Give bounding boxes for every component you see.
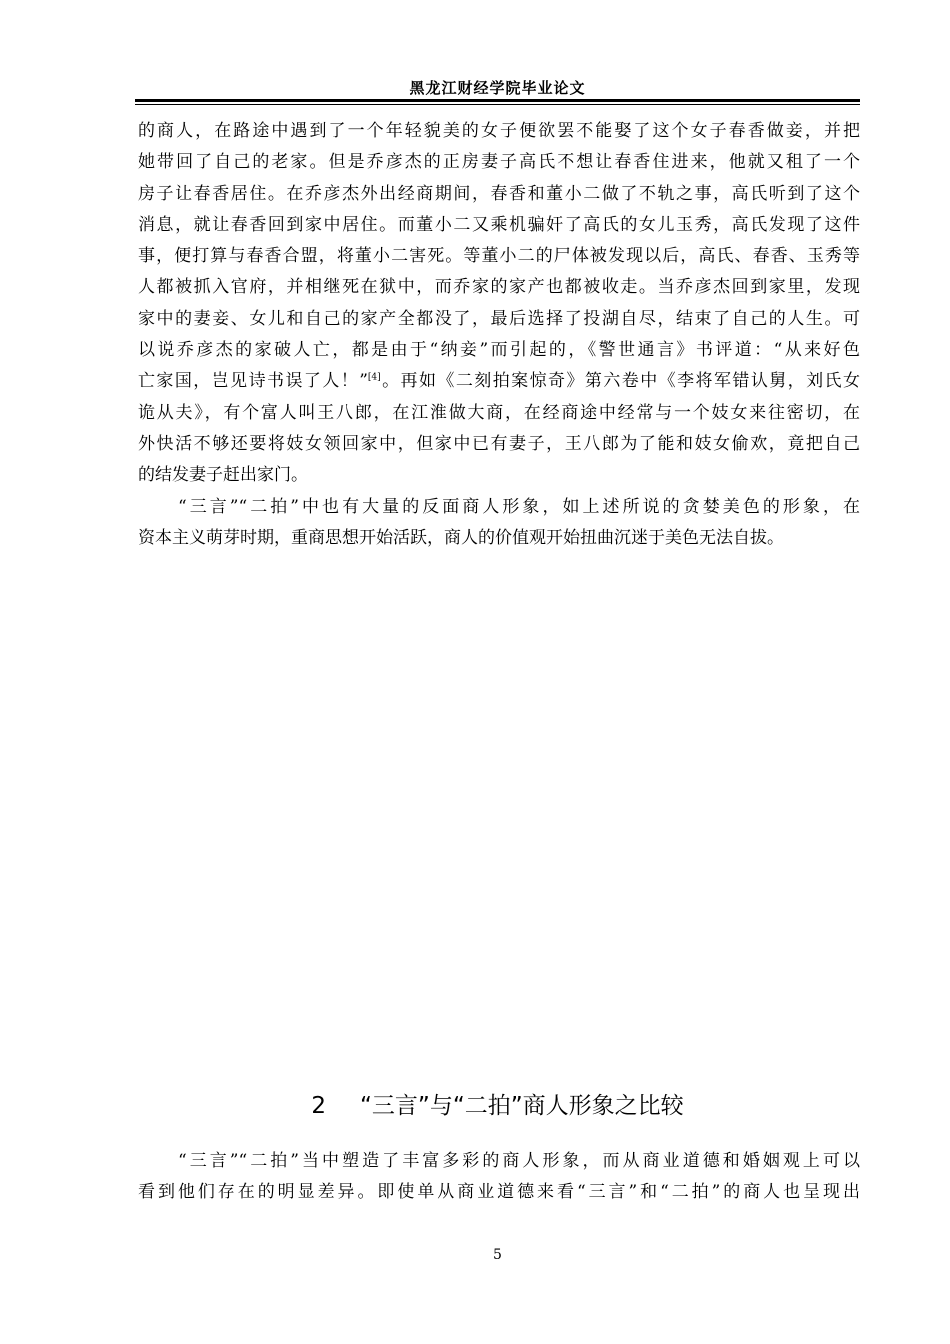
text-line: 她带回了自己的老家。但是乔彦杰的正房妻子高氏不想让春香住进来，他就又租了一个 — [138, 152, 860, 173]
paragraph-first-line: “三言”“二拍”中也有大量的反面商人形象，如上述所说的贪婪美色的形象，在 — [178, 496, 860, 517]
paragraph-first-line: “三言”“二拍”当中塑造了丰富多彩的商人形象，而从商业道德和婚姻观上可以 — [178, 1151, 860, 1171]
text-segment: 。再如《二刻拍案惊奇》第六卷中《李将军错认舅，刘氏女 — [380, 371, 860, 392]
text-line: 人都被抓入官府，并相继死在狱中，而乔家的家产也都被收走。当乔彦杰回到家里，发现 — [138, 277, 860, 298]
section-heading — [135, 1088, 860, 1124]
text-line: 外快活不够还要将妓女领回家中，但家中已有妻子，王八郎为了能和妓女偷欢，竟把自己 — [138, 433, 860, 454]
text-line: 以说乔彦杰的家破人亡，都是由于“纳妾”而引起的，《警世通言》书评道：“从来好色 — [138, 340, 860, 361]
citation-reference: [4] — [367, 372, 381, 383]
text-line: 诡从夫》，有个富人叫王八郎，在江淮做大商，在经商途中经常与一个妓女来往密切，在 — [138, 402, 860, 423]
text-line: 事，便打算与春香合盟，将董小二害死。等董小二的尸体被发现以后，高氏、春香、玉秀等 — [138, 246, 860, 267]
running-header: 黑龙江财经学院毕业论文 — [409, 79, 586, 97]
section-title: “三言”与“二拍”商人形象之比较 — [359, 1093, 684, 1119]
header-rule-thick — [135, 99, 860, 102]
body-text-block — [138, 116, 860, 554]
text-line: 看到他们存在的明显差异。即使单从商业道德来看“三言”和“二拍”的商人也呈现出 — [138, 1182, 860, 1203]
text-line: 的商人，在路途中遇到了一个年轻貌美的女子便欲罢不能娶了这个女子春香做妾，并把 — [138, 121, 860, 141]
text-line: 的结发妻子赶出家门。 — [138, 465, 308, 486]
section-number: 2 — [311, 1093, 326, 1119]
text-segment: 亡家国，岂见诗书误了人！” — [138, 371, 368, 392]
text-line: 资本主义萌芽时期，重商思想开始活跃，商人的价值观开始扭曲沉迷于美色无法自拔。 — [138, 527, 784, 548]
page-number: 5 — [493, 1247, 502, 1263]
body-text-block-2 — [138, 1146, 860, 1209]
text-line: 房子让春香居住。在乔彦杰外出经商期间，春香和董小二做了不轨之事，高氏听到了这个 — [138, 183, 860, 204]
text-line-with-citation — [138, 366, 860, 397]
text-line: 家中的妻妾、女儿和自己的家产全都没了，最后选择了投湖自尽，结束了自己的人生。可 — [138, 308, 860, 329]
text-line: 消息，就让春香回到家中居住。而董小二又乘机骗奸了高氏的女儿玉秀，高氏发现了这件 — [138, 214, 860, 235]
header-rule-thin — [135, 104, 860, 105]
